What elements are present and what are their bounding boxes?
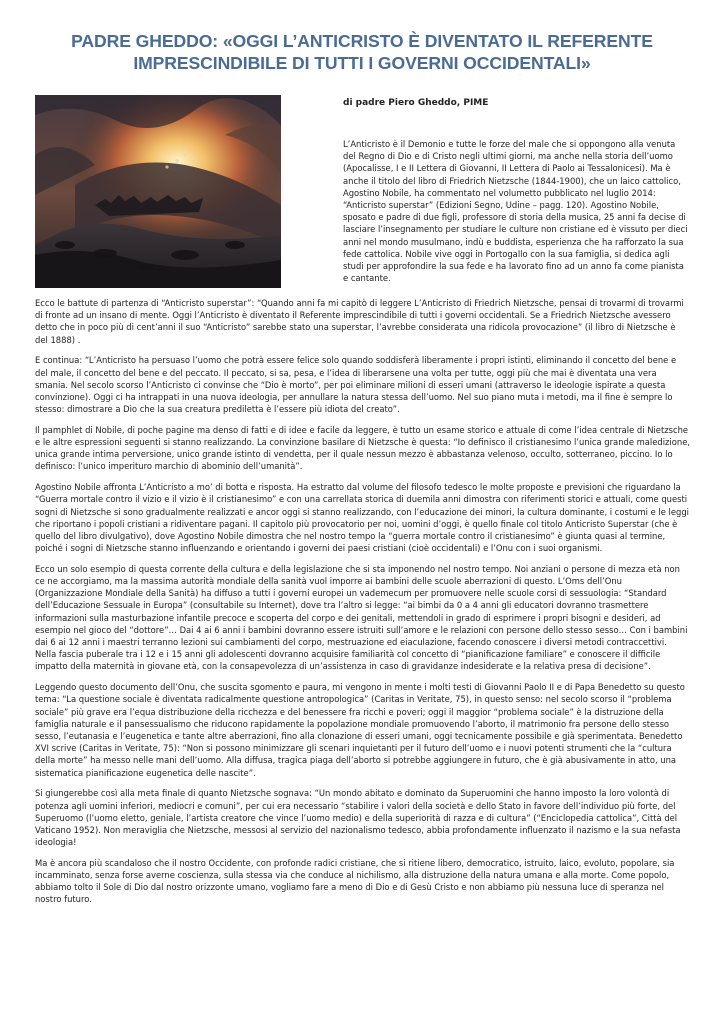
article-title-line-2: IMPRESCINDIBILE DI TUTTI I GOVERNI OCCIDENTALI» [133,53,591,73]
article-title [30,30,694,74]
article-paragraph: Ecco le battute di partenza di “Anticristo superstar”: “Quando anni fa mi capitò di leggere L’Anticristo di Friedrich Nietzsche, pensai di trovarmi di trovarmi di fronte ad un insano di mente. Oggi l’Anticristo è diventato il Referente imprescindibile di tutti i governi occidentali. Se a Friedrich Nietzsche avessero detto che in poco più di cent’anni il suo “Anticristo” sarebbe stato una superstar, l’avrebbe considerata una ridicola provocazione” (il libro di Nietzsche è del 1888) . [35,298,684,345]
apocalyptic-battle-painting [35,95,281,288]
article-paragraph: Ecco un solo esempio di questa corrente della cultura e della legislazione che si sta imponendo nel nostro tempo. Noi anziani o persone di mezza età non ce ne accorgiamo, ma la massima autorità mondiale della sanità vuol imporre ai bambini delle scuole aberrazioni di questo. L’Oms dell’Onu (Organizzazione Mondiale della Sanità) ha diffuso a tutti i governi europei un vademecum per promuovere nelle scuole corsi di sessuologia: “Standard dell’Educazione Sessuale in Europa” (consultabile su Internet), dove tra l’altro si legge: “ai bimbi da 0 a 4 anni gli educatori dovranno trasmettere informazioni sulla masturbazione infantile precoce e scoperta del corpo e dei genitali, mettendoli in grado di esprimere i propri bisogni e desideri, ad esempio nel gioco del “dottore”… Dai 4 ai 6 anni i bambini dovranno essere istruiti sull’amore e le relazioni con persone dello stesso sesso… Con i bambini dai 6 ai 12 anni i maestri terranno lezioni sui cambiamenti del corpo, mestruazione ed eiaculazione, facendo conoscere i diversi metodi contraccettivi. Nella fascia puberale tra i 12 e i 15 anni gli adolescenti dovranno acquisire familiarità col concetto di “pianificazione familiare” e conoscere il difficile impatto della maternità in giovane età, con la consapevolezza di un’assistenza in caso di gravidanze indesiderate e la relativa presa di decisione”. [35,563,688,672]
article-paragraph: Agostino Nobile affronta L’Anticristo a mo’ di botta e risposta. Ha estratto dal volume del filosofo tedesco le molte proposte e previsioni che riguardano la “Guerra mortale contro il vizio e il vizio è il cristianesimo” e con una carrellata storica di duemila anni dimostra con riferimenti storici e attuali, come questi sogni di Nietzsche si sono gradualmente realizzati e ancor oggi si stanno realizzando, con l’educazione dei minori, la cultura dominante, i costumi e le leggi che riportano i popoli cristiani a ridiventare pagani. Il capitolo più provocatorio per noi, uomini d’oggi, è quello finale col titolo Anticristo Superstar (che è quello del libro divulgativo), dove Agostino Nobile dimostra che nel nostro tempo la “guerra mortale contro il cristianesimo” è giunta quasi al termine, poiché i sogni di Nietzsche stanno influenzando e orientando i governi dei paesi cristiani (cioè occidentali) e l’Onu con i suoi organismi. [35,482,689,554]
article-byline: di padre Piero Gheddo, PIME [343,98,489,108]
article-paragraph: E continua: “L’Anticristo ha persuaso l’uomo che potrà essere felice solo quando soddisferà liberamente i propri istinti, eliminando il concetto del bene e del male, il concetto del bene e del peccato. Il peccato, si sa, pesa, e l’idea di liberarsene una volta per tutte, oggi più che mai è diventata una vera smania. Nel secolo scorso l’Anticristo ci convinse che “Dio è morto”, per poi eliminare milioni di esseri umani (attraverso le ideologie ispirate a questa convinzione). Oggi ci ha intrappati in una nuova ideologia, per annullare la natura stessa dell’uomo. Nel suo piano muta i metodi, ma il fine è sempre lo stesso: dimostrare a Dio che la sua creatura prediletta è l’essere più idiota del creato”. [35,355,677,415]
article-paragraph: Il pamphlet di Nobile, di poche pagine ma denso di fatti e di idee e facile da leggere, è tutto un esame storico e attuale di come l’idea centrale di Nietzsche e le altre espressioni seguenti si stanno realizzando. La convinzione basilare di Nietzsche è questa: “Io definisco il cristianesimo l’unica grande maledizione, unica grande intima perversione, unico grande istinto di vendetta, per il quale nessun mezzo è abbastanza velenoso, occulto, sotterraneo, piccino. Io lo definisco: l’unico imperituro marchio di abominio dell’umanità”. [35,424,691,472]
article-paragraph: Ma è ancora più scandaloso che il nostro Occidente, con profonde radici cristiane, che si ritiene libero, democratico, istruito, laico, evoluto, popolare, sia incamminato, senza forse averne coscienza, sulla stessa via che conduce al nichilismo, alla distruzione della natura umana e alla morte. Come popolo, abbiamo tolto il Sole di Dio dal nostro orizzonte umano, vogliamo fare a meno di Dio e di Gesù Cristo e non abbiamo più nessuna luce di speranza nel nostro futuro. [35,857,675,905]
article-intro: L’Anticristo è il Demonio e tutte le forze del male che si oppongono alla venuta del Regno di Dio e di Cristo negli ultimi giorni, ma anche nella storia dell’uomo (Apocalisse, I e II Lettera di Giovanni, II Lettera di Paolo ai Tessalonicesi). Ma è anche il titolo del libro di Friedrich Nietzsche (1844-1900), che un laico cattolico, Agostino Nobile, ha commentato nel volumetto pubblicato nel luglio 2014: “Anticristo superstar” (Edizioni Segno, Udine – pagg. 120). Agostino Nobile, sposato e padre di due figli, professore di storia della musica, 25 anni fa decise di lasciare l’insegnamento per studiare le culture non cristiane ed è vissuto per dieci anni nel mondo musulmano, indù e buddista, esperienza che ha rafforzato la sua fede cattolica. Nobile vive oggi in Portogallo con la sua famiglia, si dedica agli studi per approfondire la sua fede e ha lavorato fino ad un anno fa come pianista e cantante. [343,139,688,284]
article-illustration [35,95,281,288]
article-paragraph: Si giungerebbe così alla meta finale di quanto Nietzsche sognava: “Un mondo abitato e dominato da Superuomini che hanno imposto la loro volontà di potenza agli uomini inferiori, mediocri e comuni”, per cui era necessario “stabilire i valori della società e dello Stato in favore dell’individuo più forte, del Superuomo (l’uomo eletto, geniale, l’artista creatore che vince l’uomo medio) e della superiorità di razza e di cultura” (“Enciclopedia cattolica”, Città del Vaticano 1952). Non meraviglia che Nietzsche, messosi al servizio del nazionalismo tedesco, abbia profondamente influenzato il nazismo e la sua nefasta ideologia! [35,788,681,848]
article-paragraph: Leggendo questo documento dell’Onu, che suscita sgomento e paura, mi vengono in mente i molti testi di Giovanni Paolo II e di Papa Benedetto su questo tema: “La questione sociale è diventata radicalmente questione antropologica” (Caritas in Veritate, 75), in questo senso: nel secolo scorso il “problema sociale” più grave era l’equa distribuzione della ricchezza e del benessere fra ricchi e poveri; oggi il maggior “problema sociale” è la distruzione della famiglia naturale e il pansessualismo che riducono rapidamente la popolazione mondiale promuovendo l’aborto, il matrimonio fra persone dello stesso sesso, l’eutanasia e l’eugenetica e tante altre aberrazioni, fino alla clonazione di esseri umani, oggi tecnicamente possibile e già sperimentata. Benedetto XVI scrive (Caritas in Veritate, 75): “Non si possono minimizzare gli scenari inquietanti per il futuro dell’uomo e i nuovi potenti strumenti che la “cultura della morte” ha messo nelle mani dell’uomo. Alla diffusa, tragica piaga dell’aborto si potrebbe aggiungere in futuro, che è già abusivamente in atto, una sistematica pianificazione eugenetica delle nascite”. [35,682,685,778]
article-body [35,297,690,914]
article-title-line-1: PADRE GHEDDO: «OGGI L’ANTICRISTO È DIVENTATO IL REFERENTE [71,31,653,51]
